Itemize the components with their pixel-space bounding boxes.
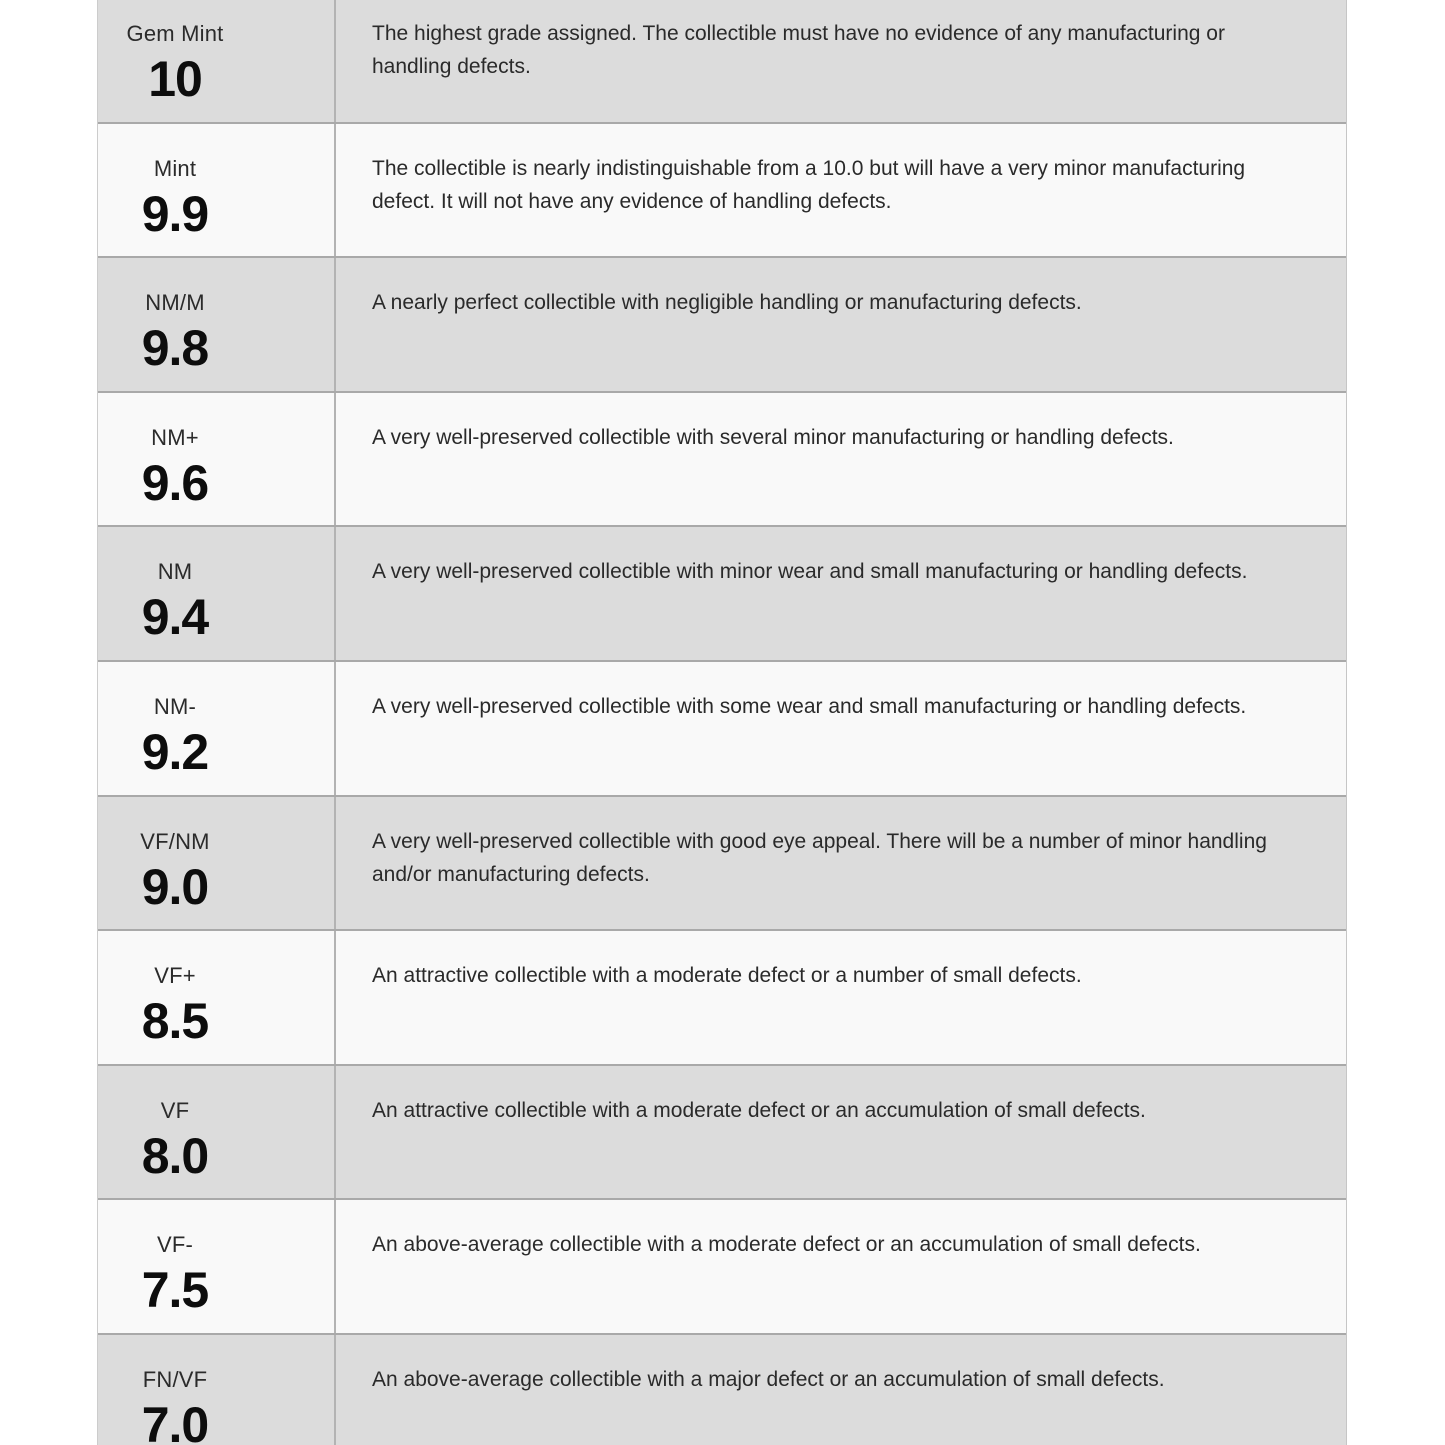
grade-cell: [98, 1066, 336, 1199]
grade-number: 9.4: [141, 589, 209, 646]
grade-label: FN/VF: [142, 1366, 208, 1392]
grade-description: A very well-preserved collectible with good eye appeal. There will be a number of minor handling and/or manufacturing defects.: [372, 829, 1267, 886]
grade-number: 9.2: [141, 723, 209, 780]
grade-label: Gem Mint: [126, 21, 224, 46]
grade-label: VF/NM: [140, 828, 210, 854]
grade-number: 7.0: [141, 1396, 209, 1445]
grade-label: Mint: [153, 155, 197, 181]
grade-label: NM-: [153, 693, 197, 719]
table-row: [98, 0, 1346, 124]
grade-number: 8.5: [141, 993, 209, 1050]
grade-number: 8.0: [141, 1127, 209, 1184]
grade-cell: [98, 258, 336, 391]
grade-cell: [98, 797, 336, 930]
grade-number: 9.6: [141, 454, 209, 511]
grade-description: An above-average collectible with a moderate defect or an accumulation of small defects.: [372, 1233, 1201, 1257]
grade-number: 9.0: [141, 858, 209, 915]
table-row: [98, 258, 1346, 393]
grade-description: The collectible is nearly indistinguishable from a 10.0 but will have a very minor manufacturing defect. It will not have any evidence of handling defects.: [372, 156, 1246, 213]
table-row: [98, 124, 1346, 259]
table-row: [98, 1335, 1346, 1445]
grade-description: An above-average collectible with a major defect or an accumulation of small defects.: [372, 1367, 1165, 1391]
grade-description: A nearly perfect collectible with negligible handling or manufacturing defects.: [372, 291, 1082, 315]
grade-cell: [98, 124, 336, 257]
table-row: [98, 393, 1346, 528]
grade-description: An attractive collectible with a moderate defect or an accumulation of small defects.: [372, 1098, 1146, 1122]
table-row: [98, 1200, 1346, 1335]
grade-cell: [98, 0, 336, 122]
grade-cell: [98, 931, 336, 1064]
grade-number: 10: [148, 51, 202, 107]
grade-label: VF-: [156, 1232, 194, 1258]
grade-description: A very well-preserved collectible with some wear and small manufacturing or handling defects.: [372, 694, 1247, 718]
grade-label: NM+: [151, 424, 199, 450]
grade-label: NM: [157, 559, 193, 585]
table-row: [98, 1066, 1346, 1201]
table-row: [98, 662, 1346, 797]
grade-description: The highest grade assigned. The collectible must have no evidence of any manufacturing or handling defects.: [372, 22, 1225, 78]
grade-number: 7.5: [141, 1262, 209, 1319]
grade-cell: [98, 662, 336, 795]
grade-description: A very well-preserved collectible with minor wear and small manufacturing or handling defects.: [372, 560, 1248, 584]
grading-scale-table: [97, 0, 1347, 1445]
table-row: [98, 527, 1346, 662]
table-row: [98, 931, 1346, 1066]
grade-cell: [98, 393, 336, 526]
grade-cell: [98, 1200, 336, 1333]
grade-label: NM/M: [145, 290, 205, 316]
grade-description: An attractive collectible with a moderate defect or a number of small defects.: [372, 964, 1082, 988]
grade-label: VF: [160, 1097, 190, 1123]
grade-number: 9.8: [141, 320, 209, 377]
table-row: [98, 797, 1346, 932]
grade-description: A very well-preserved collectible with several minor manufacturing or handling defects.: [372, 425, 1174, 449]
grade-label: VF+: [154, 963, 196, 989]
grade-cell: [98, 1335, 336, 1445]
grade-number: 9.9: [141, 185, 209, 242]
grade-cell: [98, 527, 336, 660]
